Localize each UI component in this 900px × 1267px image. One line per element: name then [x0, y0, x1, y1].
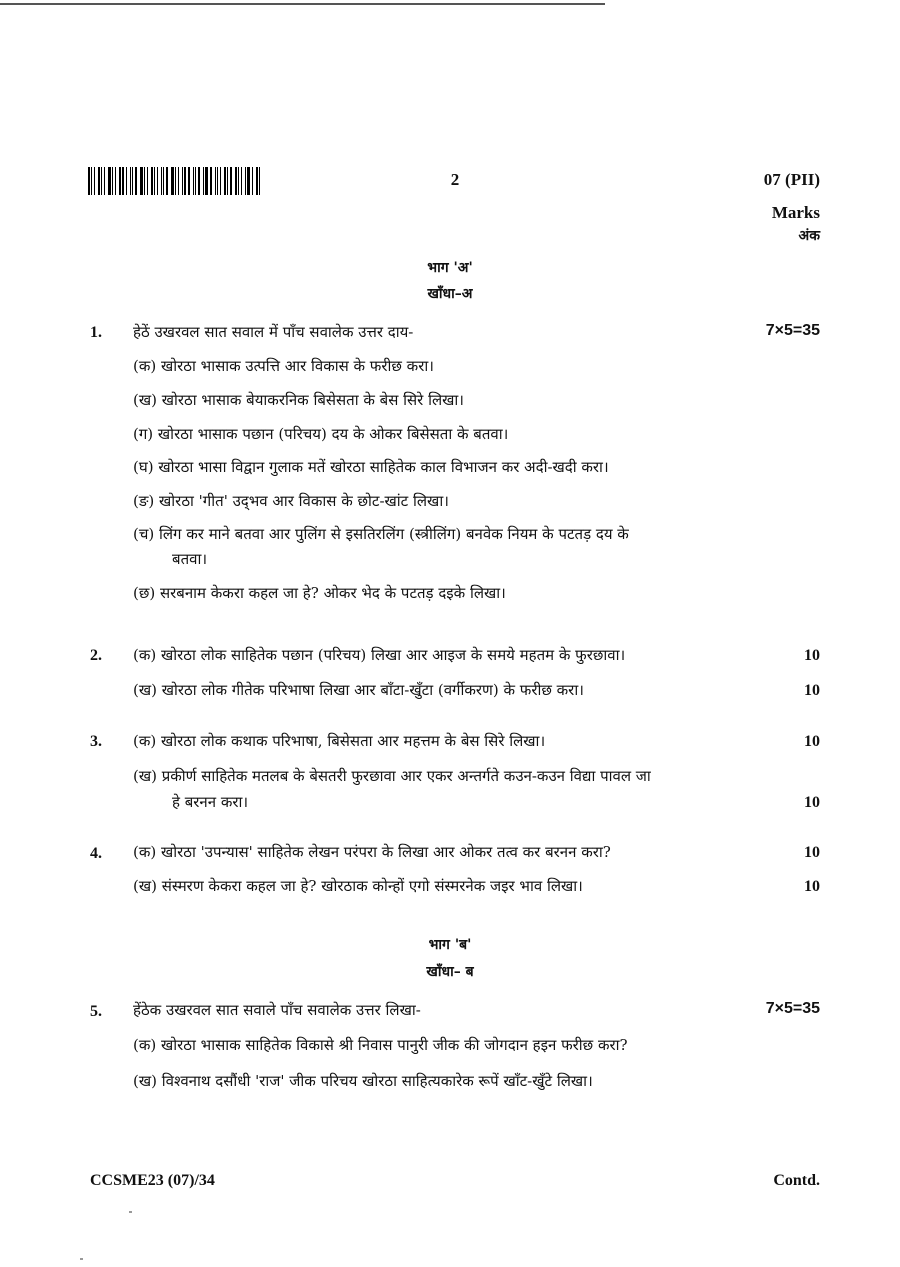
barcode-bar — [166, 167, 168, 195]
q1-item-ga: (ग) खोरठा भासाक पछान (परिचय) दय के ओकर बिसेसता के बतवा। — [133, 425, 509, 443]
q3-b-line1: (ख) प्रकीर्ण साहितेक मतलब के बेसतरी फुरछावा आर एकर अन्तर्गते कउन-कउन विद्या पावल जा — [133, 767, 651, 785]
barcode-bar — [130, 167, 131, 195]
barcode-bar — [203, 167, 204, 195]
q4-b-marks: 10 — [804, 878, 820, 895]
speck — [80, 1258, 83, 1260]
barcode-bar — [193, 167, 194, 195]
barcode-bar — [175, 167, 176, 195]
q3-a-marks: 10 — [804, 733, 820, 750]
q1-item-ka: (क) खोरठा भासाक उत्पत्ति आर विकास के फरीछ करा। — [133, 357, 434, 375]
q4-a: (क) खोरठा 'उपन्यास' साहितेक लेखन परंपरा के लिखा आर ओकर तत्व कर बरनन करा? — [133, 843, 611, 861]
q1-marks: 7×5=35 — [765, 322, 820, 339]
q2-number: 2. — [90, 647, 102, 664]
barcode-bar — [147, 167, 148, 195]
page-number: 2 — [450, 170, 460, 189]
top-rule — [0, 3, 605, 5]
section-b-subtitle: खाँधा– ब — [426, 964, 474, 980]
footer-paper-code: CCSME23 (07)/34 — [90, 1172, 215, 1189]
barcode-bar — [171, 167, 174, 195]
barcode-bar — [151, 167, 153, 195]
q4-number: 4. — [90, 845, 102, 862]
section-a-title: भाग 'अ' — [427, 260, 473, 276]
barcode-bar — [108, 167, 111, 195]
barcode-bar — [247, 167, 250, 195]
barcode-bar — [144, 167, 145, 195]
barcode-bar — [98, 167, 100, 195]
q4-a-marks: 10 — [804, 844, 820, 861]
barcode-bar — [157, 167, 158, 195]
barcode-bar — [252, 167, 253, 195]
barcode-bar — [112, 167, 113, 195]
q1-item-chha: (छ) सरबनाम केकरा कहल जा हे? ओकर भेद के पटतड़ दइके लिखा। — [133, 584, 506, 602]
q5-b: (ख) विश्वनाथ दसौंधी 'राज' जीक परिचय खोरठा साहित्यकारेक रूपें खाँट-खुँटे लिखा। — [133, 1072, 593, 1090]
barcode-bar — [91, 167, 92, 195]
paper-code: 07 (PII) — [763, 170, 820, 189]
barcode-bar — [184, 167, 186, 195]
speck — [129, 1211, 132, 1213]
q5-text: हेंठेक उखरवल सात सवाले पाँच सवालेक उत्तर लिखा- — [133, 1001, 421, 1019]
q1-item-gha: (घ) खोरठा भासा विद्वान गुलाक मतें खोरठा साहितेक काल विभाजन कर अदी-खदी करा। — [133, 458, 609, 476]
q2-b: (ख) खोरठा लोक गीतेक परिभाषा लिखा आर बाँटा-खुँटा (वर्गीकरण) के फरीछ करा। — [133, 681, 584, 699]
barcode-bar — [188, 167, 190, 195]
section-b-title: भाग 'ब' — [428, 937, 472, 953]
barcode-bar — [88, 167, 90, 195]
barcode-bar — [132, 167, 133, 195]
q2-b-marks: 10 — [804, 682, 820, 699]
barcode-bar — [241, 167, 242, 195]
q1-item-nga: (ङ) खोरठा 'गीत' उद्‌भव आर विकास के छोट-खांट लिखा। — [133, 492, 449, 510]
barcode-bar — [126, 167, 127, 195]
barcode-bar — [140, 167, 143, 195]
barcode-bar — [245, 167, 246, 195]
barcode-bar — [230, 167, 232, 195]
barcode-bar — [227, 167, 228, 195]
barcode-bar — [115, 167, 116, 195]
barcode — [88, 167, 262, 195]
barcode-bar — [205, 167, 208, 195]
barcode-bar — [154, 167, 155, 195]
barcode-bar — [256, 167, 258, 195]
barcode-bar — [220, 167, 221, 195]
barcode-bar — [259, 167, 260, 195]
barcode-bar — [215, 167, 216, 195]
q5-marks: 7×5=35 — [765, 1000, 820, 1017]
q3-a: (क) खोरठा लोक कथाक परिभाषा, बिसेसता आर महत्तम के बेस सिरे लिखा। — [133, 732, 546, 750]
barcode-bar — [224, 167, 226, 195]
q5-a: (क) खोरठा भासाक साहितेक विकासे श्री निवास पानुरी जीक की जोगदान हइन फरीछ करा? — [133, 1036, 628, 1054]
q4-b: (ख) संस्मरण केकरा कहल जा हे? खोरठाक कोन्हों एगो संस्मरनेक जइर भाव लिखा। — [133, 877, 583, 895]
q3-b-line2: हे बरनन करा। — [172, 793, 249, 811]
barcode-bar — [210, 167, 212, 195]
barcode-bar — [198, 167, 200, 195]
q1-item-cha-line1: (च) लिंग कर माने बतवा आर पुलिंग से इसतिरलिंग (स्त्रीलिंग) बनवेक नियम के पटतड़ दय के — [133, 525, 629, 543]
section-a-subtitle: खाँधा–अ — [427, 286, 473, 302]
barcode-bar — [235, 167, 237, 195]
barcode-bar — [161, 167, 163, 195]
barcode-bar — [104, 167, 105, 195]
q5-number: 5. — [90, 1003, 102, 1020]
barcode-bar — [101, 167, 102, 195]
barcode-bar — [135, 167, 137, 195]
footer-contd: Contd. — [773, 1172, 820, 1189]
q1-number: 1. — [90, 324, 102, 341]
barcode-bar — [163, 167, 164, 195]
barcode-bar — [195, 167, 196, 195]
q2-a-marks: 10 — [804, 647, 820, 664]
barcode-bar — [217, 167, 218, 195]
barcode-bar — [94, 167, 95, 195]
q1-item-kha: (ख) खोरठा भासाक बेयाकरनिक बिसेसता के बेस सिरे लिखा। — [133, 391, 464, 409]
marks-label-en: Marks — [771, 203, 820, 222]
marks-label-hi: अंक — [798, 228, 820, 244]
barcode-bar — [122, 167, 124, 195]
q2-a: (क) खोरठा लोक साहितेक पछान (परिचय) लिखा आर आइज के समये महतम के फुरछावा। — [133, 646, 626, 664]
barcode-bar — [178, 167, 179, 195]
q1-item-cha-line2: बतवा। — [172, 550, 208, 568]
barcode-bar — [182, 167, 183, 195]
barcode-bar — [119, 167, 121, 195]
q3-number: 3. — [90, 733, 102, 750]
q3-b-marks: 10 — [804, 794, 820, 811]
barcode-bar — [238, 167, 239, 195]
q1-text: हेठें उखरवल सात सवाल में पाँच सवालेक उत्तर दाय- — [133, 323, 414, 341]
